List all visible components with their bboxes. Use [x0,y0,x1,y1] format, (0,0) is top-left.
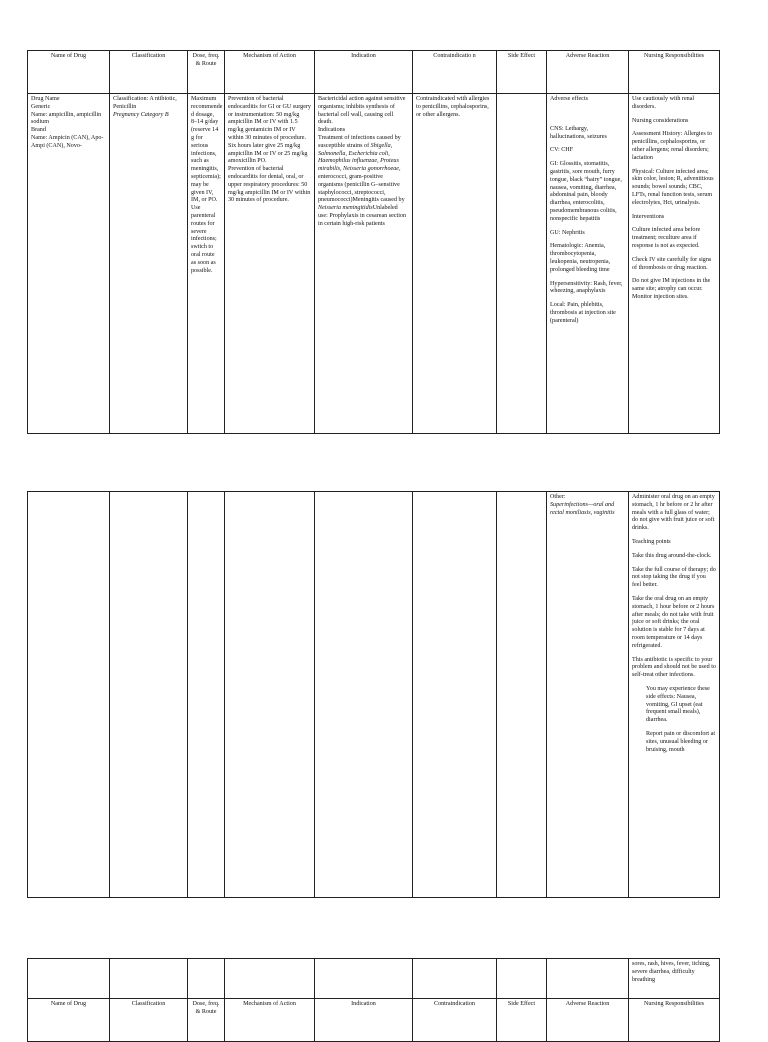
adverse-item: CV: CHF [550,147,574,154]
continued-row [28,492,720,898]
empty-cell [413,959,497,999]
classification-text: Classification: A ntibiotic, Penicillin [113,96,177,110]
continued-row [28,959,720,999]
header-contraindication: Contraindication [413,999,497,1042]
header-nursing: Nursing Responsibilities [629,999,720,1042]
nursing-cell-continued [629,492,720,898]
pregnancy-category: Pregnancy Category B [113,111,169,118]
nursing-tail-text: sores, rash, hives, fever, itching, severe diarrhea, difficulty breathing [632,961,711,983]
drug-name-cell [28,94,110,434]
header-side-effect: Side Effect [497,999,547,1042]
adverse-item: CNS: Lethargy, hallucinations, seizures [550,125,607,140]
empty-cell [188,959,225,999]
header-dose: Dose, freq. & Route [188,51,225,94]
indication-organisms: Shigella, Salmonella, Escherichia coli, Haemophilus influenzae, Proteus mirabilis, Neisseria gonorrhoeae, [318,142,401,173]
adverse-cell [547,94,629,434]
empty-cell [110,492,188,898]
page-3 [27,958,719,1042]
nursing-item: Culture infected area before treatment; reculture area if response is not as expected. [632,227,701,249]
header-adverse-reaction: Adverse Reaction [547,999,629,1042]
dose-cell [188,94,225,434]
empty-cell [110,959,188,999]
adverse-item: Adverse effects [550,96,588,102]
empty-cell [315,959,413,999]
page-2 [27,491,719,898]
indication-text [318,96,409,229]
empty-cell [225,959,315,999]
header-row [28,999,720,1042]
adverse-cell-continued [547,492,629,898]
contraindication-cell [413,94,497,434]
adverse-item: Local: Pain, phlebitis, thrombosis at injection site (parenteral) [550,302,616,324]
classification-cell [110,94,188,434]
nursing-item: Interventions [632,213,665,220]
indication-cell [315,94,413,434]
header-dose: Dose, freq. & Route [188,999,225,1042]
indication-part-a: Bactericidal action against sensitive organisms; inhibits synthesis of bacterial cell wall, causing cell death. Indications Treatment of infections caused by susceptible strains of [318,96,406,149]
empty-cell [497,959,547,999]
empty-cell [315,492,413,898]
drug-table-page-2 [27,491,720,898]
adverse-other-text: Superinfections—oral and rectal moniliasis, vaginitis [550,501,615,516]
nursing-cell [629,94,720,434]
contraindication-text: Contraindicated with allergies to penicillins, cephalosporins, or other allergens. [416,96,490,118]
header-indication: Indication [315,999,413,1042]
nursing-item: You may experience these side effects: Nausea, vomiting, GI upset (eat frequent small meals), diarrhea. [646,685,710,724]
drug-table-page-1 [27,50,720,434]
drug-table-page-3 [27,958,720,1042]
header-mechanism: Mechanism of Action [225,999,315,1042]
adverse-item: GU: Nephritis [550,229,585,236]
drug-row [28,94,720,434]
header-side-effect: Side Effect [497,51,547,94]
header-nursing: Nursing Responsibilities [629,51,720,94]
nursing-item: Physical: Culture infected area; skin color, lesion; R, adventitious sounds; bowel sounds; CBC, LFTs, renal function tests, serum electrolytes, Hct, urinalysis. [632,168,714,206]
empty-cell [547,959,629,999]
adverse-item: Hematologic: Anemia, thrombocytopenia, leukopenia, neutropenia, prolonged bleeding time [550,243,611,273]
nursing-item: Nursing considerations [632,117,689,124]
nursing-item: Administer oral drug on an empty stomach, 1 hr before or 2 hr after meals with a full glass of water; do not give with fruit juice or soft drinks. [632,494,715,532]
mechanism-text: Prevention of bacterial endocarditis for GI or GU surgery or instrumentation: 50 mg/kg ampicillin IM or IV with 1.5 mg/kg gentamicin IM or IV within 30 minutes of procedure. Six hours later give 25 mg/kg ampicillin IM or IV or 25 mg/kg amoxicillin PO. Prevention of bacterial endocarditis for dental, oral, or upper respiratory procedures: 50 mg/kg ampicillin IM or IV within 30 minutes of procedure. [228,96,311,204]
mechanism-cell [225,94,315,434]
drug-name-text: Drug Name Generic Name: ampicillin, ampicillin sodium Brand Name: Ampicin (CAN), Apo-Ampi (CAN), Novo- [31,96,104,149]
header-name-of-drug: Name of Drug [28,999,110,1042]
adverse-other-label: Other: [550,494,566,500]
side-effect-cell [497,94,547,434]
header-row [28,51,720,94]
nursing-cell-continued [629,959,720,999]
adverse-item: Hypersensitivity: Rash, fever, wheezing, anaphylaxis [550,280,623,295]
header-classification: Classification [110,999,188,1042]
nursing-item: Teaching points [632,538,671,545]
empty-cell [28,492,110,898]
page-1 [27,50,719,434]
nursing-item: Take the oral drug on an empty stomach, 1 hour before or 2 hours after meals; do not take with fruit juice or soft drinks; the oral solution is stable for 7 days at room temperature or 14 days refrigerated. [632,595,715,649]
empty-cell [497,492,547,898]
nursing-item: Take this drug around-the-clock. [632,552,712,559]
header-adverse-reaction: Adverse Reaction [547,51,629,94]
nursing-item: This antibiotic is specific to your problem and should not be used to self-treat other infections. [632,656,716,679]
nursing-item: Do not give IM injections in the same site; atrophy can occur. Monitor injection sites. [632,278,711,300]
header-name-of-drug: Name of Drug [28,51,110,94]
empty-cell [28,959,110,999]
empty-cell [413,492,497,898]
header-indication: Indication [315,51,413,94]
nursing-item: Check IV site carefully for signs of thrombosis or drug reaction. [632,256,712,271]
indication-part-c: enterococci, gram-positive organisms (penicillin G–sensitive staphylococci, streptococci, pneumococci)Meningitis caused by [318,173,405,204]
empty-cell [225,492,315,898]
nursing-item: Take the full course of therapy; do not stop taking the drug if you feel better. [632,566,716,589]
header-classification: Classification [110,51,188,94]
nursing-item: Assessment History: Allergies to penicillins, cephalosporins, or other allergens; renal disorders; lactation [632,131,712,161]
adverse-item: GI: Glossitis, stomatitis, gastritis, sore mouth, furry tongue, black “hairy” tongue, nausea, vomiting, diarrhea, abdominal pain, bloody diarrhea, enterocolitis, pseudomembranous colitis, nonspecific hepatitis [550,161,622,222]
indication-unlabeled: Unlabeled use: Prophylaxis in cesarean section in certain high-risk patients [318,205,406,227]
empty-cell [188,492,225,898]
nursing-item: Use cautiously with renal disorders. [632,96,695,110]
dose-text: Maximum recommende d dosage, 8–14 g/day (reserve 14 g for serious infections, such as meningitis, septicemia); may be given IV, IM, or PO. Use parenteral routes for severe infections; switch to oral route as soon as possible. [191,96,223,274]
nursing-item: Report pain or discomfort at sites, unusual bleeding or bruising, mouth [646,730,716,753]
header-mechanism: Mechanism of Action [225,51,315,94]
indication-neisseria: Neisseria meningitidis [318,205,373,212]
header-contraindication: Contraindicatio n [413,51,497,94]
